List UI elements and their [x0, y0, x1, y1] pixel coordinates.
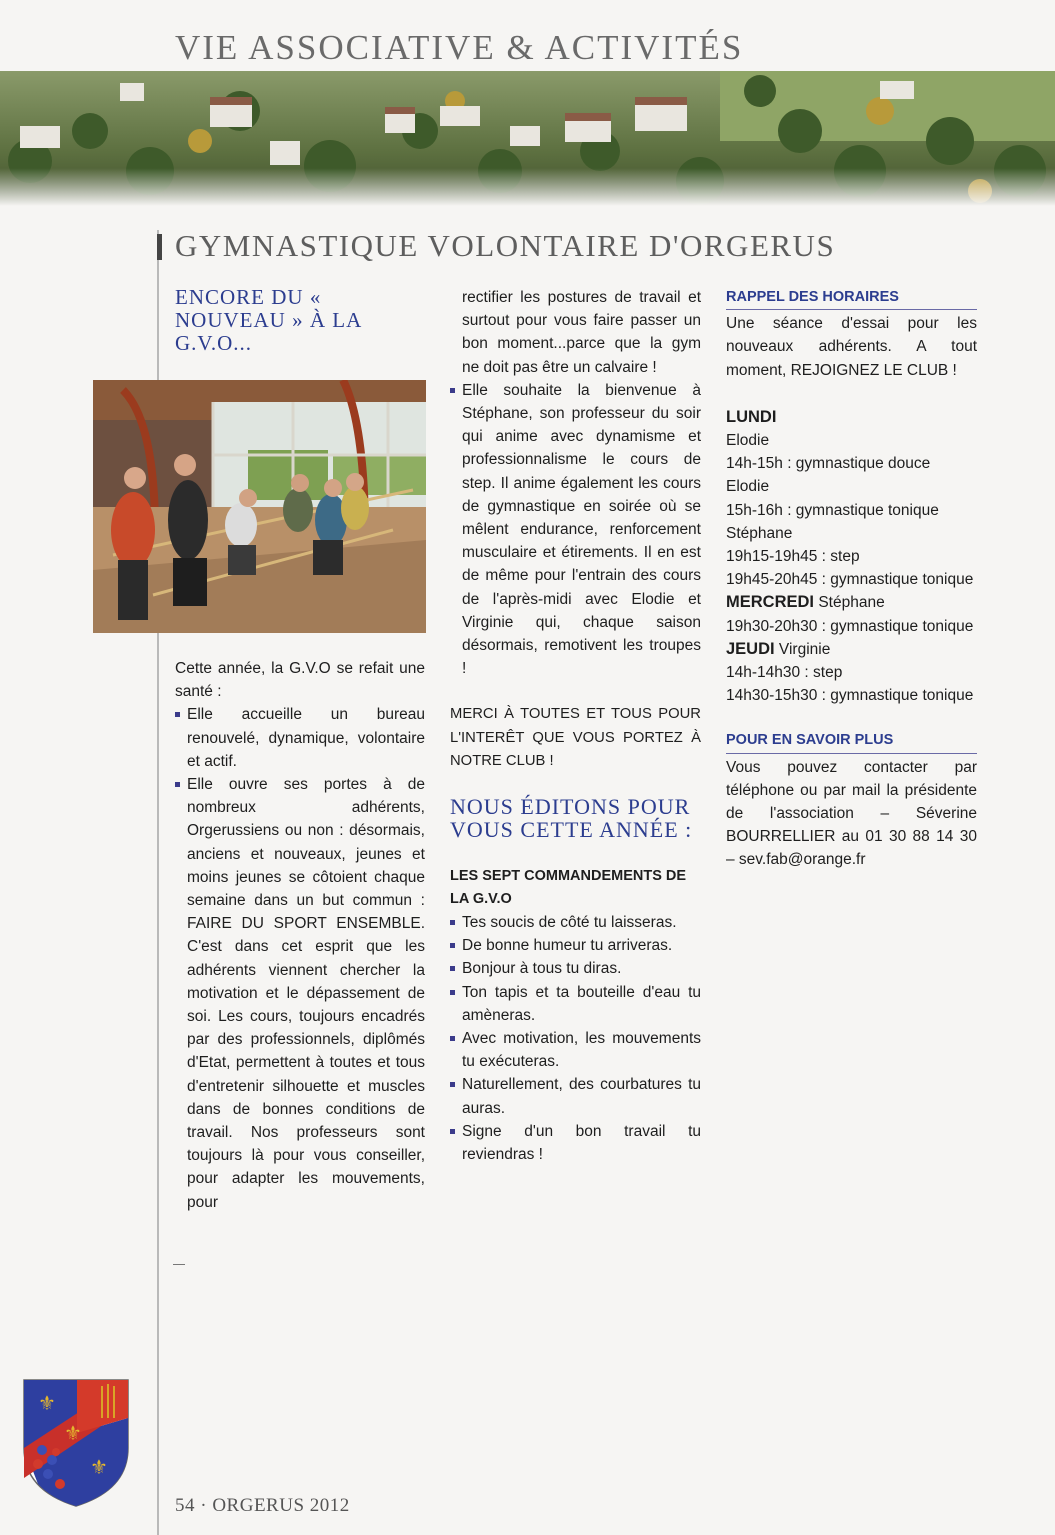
day-label: LUNDI — [726, 407, 777, 426]
list-item: Elle accueille un bureau renouvelé, dynamique, volontaire et actif. — [175, 703, 425, 773]
continuation-paragraph: rectifier les postures de travail et surtout pour vous faire passer un bon moment...parce que la gym ne doit pas être un calvaire ! — [462, 289, 701, 376]
list-item: Elle ouvre ses portes à de nombreux adhérents, Orgerussiens ou non : désormais, anciens et nouveaux, jeunes et moins jeunes se côtoient chaque semaine dans un but commun : FAIRE DU SPORT ENSEMBLE. C'est dans cet esprit que les adhérents viennent chercher la motivation et le dépassement de soi. Les cours, toujours encadrés par des professionnels, diplômés d'Etat, permettent à toutes et tous d'entretenir silhouette et muscles dans de bonnes conditions de travail. Nos professeurs sont toujours là pour vous conseiller, pour adapter les mouvements, pour — [175, 773, 425, 1214]
section-title: VIE ASSOCIATIVE & ACTIVITÉS — [175, 28, 744, 67]
commandments-list — [450, 911, 701, 1166]
list-item: Tes soucis de côté tu laisseras. — [450, 911, 701, 934]
small-dash-mark — [173, 1264, 185, 1265]
editions-heading: NOUS ÉDITONS POUR VOUS CETTE ANNÉE : — [450, 794, 693, 843]
trial-text: Une séance d'essai pour les nouveaux adhérents. A tout moment, REJOIGNEZ LE CLUB ! — [726, 315, 977, 379]
list-item: Signe d'un bon travail tu reviendras ! — [450, 1120, 701, 1166]
intro-paragraph: Cette année, la G.V.O se refait une santé : — [175, 660, 425, 701]
teacher-name: Virginie — [778, 640, 831, 658]
gym-class-photo — [93, 380, 426, 633]
welcome-list — [450, 379, 701, 681]
column-2 — [450, 286, 701, 1166]
list-item: Ton tapis et ta bouteille d'eau tu amèneras. — [450, 981, 701, 1027]
news-list — [175, 703, 425, 1213]
page-footer: 54 · ORGERUS 2012 — [175, 1495, 350, 1516]
day-label: MERCREDI — [726, 593, 815, 612]
list-item: Bonjour à tous tu diras. — [450, 957, 701, 980]
intro-heading: ENCORE DU « NOUVEAU » À LA G.V.O... — [175, 285, 362, 355]
orgerus-coat-of-arms — [22, 1378, 130, 1508]
schedule-line: 19h30-20h30 : gymnastique tonique — [726, 617, 974, 635]
schedule-line: 14h-15h : gymnastique douce Elodie — [726, 455, 931, 496]
list-item: Naturellement, des courbatures tu auras. — [450, 1073, 701, 1119]
column-1 — [175, 657, 425, 1214]
svg-text:⚜: ⚜ — [90, 1455, 108, 1479]
article-title: GYMNASTIQUE VOLONTAIRE D'ORGERUS — [175, 228, 836, 263]
thanks-message: MERCI À TOUTES ET TOUS POUR L'INTERÊT QUE VOUS PORTEZ À NOTRE CLUB ! — [450, 706, 701, 769]
list-item: Avec motivation, les mouvements tu exécuteras. — [450, 1027, 701, 1073]
commandments-title: LES SEPT COMMANDEMENTS DE LA G.V.O — [450, 868, 687, 908]
schedule-line: 15h-16h : gymnastique tonique — [726, 501, 939, 519]
svg-text:⚜: ⚜ — [38, 1391, 56, 1415]
schedule-title: RAPPEL DES HORAIRES — [726, 286, 977, 310]
info-text: Vous pouvez contacter par téléphone ou par mail la présidente de l'association – Séverine BOURRELLIER au 01 30 88 14 30 – sev.fab@orange.fr — [726, 758, 977, 869]
column-3 — [726, 286, 977, 872]
list-item: Elle souhaite la bienvenue à Stéphane, son professeur du soir qui anime avec dynamisme et professionnalisme le cours de step. Il anime également les cours de gymnastique en soirée où se mêlent endurance, renforcement musculaire et étirements. Il en est de même pour l'entrain des cours de l'après-midi avec Elodie et Virginie qui, chaque saison désormais, remotivent les troupes ! — [450, 379, 701, 681]
svg-text:⚜: ⚜ — [64, 1421, 82, 1445]
list-item: De bonne humeur tu arriveras. — [450, 934, 701, 957]
title-accent-bar — [157, 234, 162, 260]
teacher-name: Elodie — [726, 432, 770, 450]
teacher-name: Stéphane — [726, 524, 793, 542]
schedule-line: 14h-14h30 : step — [726, 664, 843, 682]
day-label: JEUDI — [726, 639, 775, 658]
schedule-line: 14h30-15h30 : gymnastique tonique — [726, 687, 974, 705]
schedule-line: 19h15-19h45 : step — [726, 548, 860, 566]
info-title: POUR EN SAVOIR PLUS — [726, 729, 977, 753]
aerial-village-banner — [0, 71, 1055, 206]
schedule-line: 19h45-20h45 : gymnastique tonique — [726, 571, 974, 589]
teacher-name: Stéphane — [818, 594, 885, 612]
